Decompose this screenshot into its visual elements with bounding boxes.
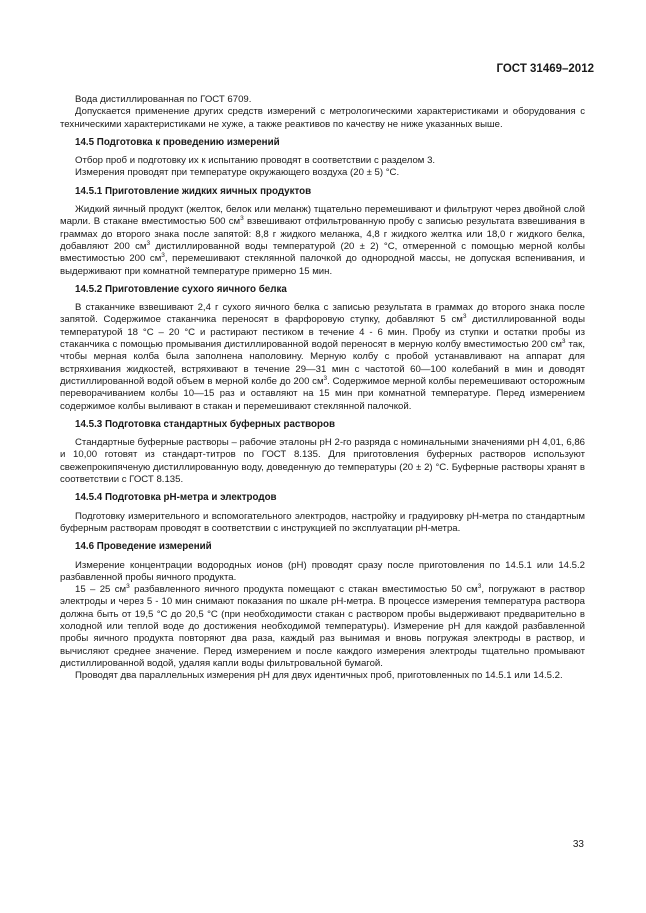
paragraph [60, 302, 585, 413]
text-run: . Содержимое мерной колбы перемешивают осторожным переворачиванием колбы 10—15 раз и оставляют на 15 мин при комнатной температуре. Перед измерением содержимое колбы выливают в стакан и перемешивают стеклянной палочкой. [60, 375, 585, 412]
section-heading: 14.5.4 Подготовка рН-метра и электродов [75, 492, 277, 504]
text-run: Жидкий яичный продукт (желток, белок или меланж) тщательно перемешивают и фильтруют через двойной слой марли. В стакане вместимостью 500 см [60, 204, 585, 228]
document-body [60, 94, 585, 682]
text-run: , погружают в раствор электроды и через 5 - 10 мин снимают показания по шкале рН-метра. В процессе измерения температура раствора должна быть от 19,5 °С до 20,5 °С (при необходимости стакан с раствором пробы выдерживают предварительно в холодной или теплой воде до достижения необходимой температуры). Измерение рН для каждой разбавленной пробы яичного продукта повторяют два раза, каждый раз вынимая и вновь погружая электроды в раствор, и вычисляют среднее значение. Перед измерением и после каждого измерения электроды тщательно промывают дистиллированной водой, удаляя капли воды фильтровальной бумагой. [60, 584, 585, 669]
paragraph: Измерения проводят при температуре окружающего воздуха (20 ± 5) °С. [75, 167, 400, 179]
paragraph [60, 204, 585, 278]
paragraph: Стандартные буферные растворы – рабочие эталоны рН 2-го разряда с номинальными значениями рН 4,01, 6,86 и 10,00 готовят из стандарт-титров по ГОСТ 8.135. Для приготовления буферных растворов используют свежепрокипяченую дистиллированную воду, доведенную до температуры (20 ± 2) °С. Буферные растворы хранят в соответствии с ГОСТ 8.135. [60, 437, 585, 486]
section-heading: 14.5.3 Подготовка стандартных буферных растворов [75, 418, 336, 430]
superscript: 3 [126, 583, 130, 591]
paragraph: Проводят два параллельных измерения рН для двух идентичных проб, приготовленных по 14.5.1 или 14.5.2. [75, 670, 563, 682]
standard-header: ГОСТ 31469–2012 [496, 63, 594, 75]
text-run: , перемешивают стеклянной палочкой до однородной массы, не допуская вспенивания, и выдерживают при комнатной температуре примерно 15 мин. [60, 253, 585, 277]
page-number: 33 [572, 839, 584, 850]
paragraph: Измерение концентрации водородных ионов (рН) проводят сразу после приготовления по 14.5.1 или 14.5.2 разбавленной пробы яичного продукта. [60, 559, 585, 583]
paragraph: Вода дистиллированная по ГОСТ 6709. [75, 94, 252, 105]
superscript: 3 [477, 583, 482, 591]
paragraph: Допускается применение других средств измерений с метрологическими характеристиками и оборудования с техническими характеристиками не хуже, а также реактивов по качеству не ниже указанных выше. [60, 106, 585, 130]
superscript: 3 [161, 252, 165, 260]
section-heading: 14.5.1 Приготовление жидких яичных продуктов [75, 185, 312, 197]
text-run: дистиллированной воды температурой 18 °С – 20 °С и растирают пестиком в течение 4 - 6 мин. Пробу из ступки и остатки пробы из стаканчика с помощью промывания дистиллированной водой переносят в мерную колбу вместимостью 200 см [60, 314, 585, 351]
text-run: дистиллированной воды температурой (20 ± 2) °С, отмеренной с помощью мерной колбы вместимостью 200 см [60, 240, 585, 265]
paragraph: Отбор проб и подготовку их к испытанию проводят в соответствии с разделом 3. [75, 155, 436, 167]
superscript: 3 [146, 239, 151, 247]
text-run: 15 – 25 см [75, 584, 127, 596]
text-run: так, чтобы мерная колба была заполнена наполовину. Мерную колбу с пробой устанавливают на аппарат для встряхивания жидкостей, встряхивают в течение 29—31 мин с частотой 60—100 колебаний в мин и доводят дистиллированной водой объем в мерной колбе до 200 см [60, 339, 585, 387]
superscript: 3 [462, 313, 467, 321]
section-heading: 14.5.2 Приготовление сухого яичного белка [75, 283, 287, 295]
superscript: 3 [323, 374, 328, 382]
paragraph [60, 584, 585, 670]
text-run: В стаканчике взвешивают 2,4 г сухого яичного белка с записью результата в граммах до второго знака после запятой. Содержимое стаканчика переносят в фарфоровую ступку, добавляют 5 см [60, 302, 585, 326]
superscript: 3 [240, 215, 244, 223]
section-heading: 14.6 Проведение измерений [75, 541, 212, 553]
section-heading: 14.5 Подготовка к проведению измерений [75, 136, 280, 148]
paragraph: Подготовку измерительного и вспомогательного электродов, настройку и градуировку рН-метра по стандартным буферным растворам проводят в соответствии с инструкцией по эксплуатации рН-метра. [60, 510, 585, 534]
superscript: 3 [561, 338, 566, 346]
text-run: разбавленного яичного продукта помещают с стакан вместимостью 50 см [129, 584, 478, 596]
text-run: взвешивают отфильтрованную пробу с записью результата взвешивания в граммах до второго знака после запятой: 8,8 г жидкого меланжа, 4,8 г жидкого желтка или 18,0 г жидкого белка, добавляют 200 см [60, 216, 585, 252]
